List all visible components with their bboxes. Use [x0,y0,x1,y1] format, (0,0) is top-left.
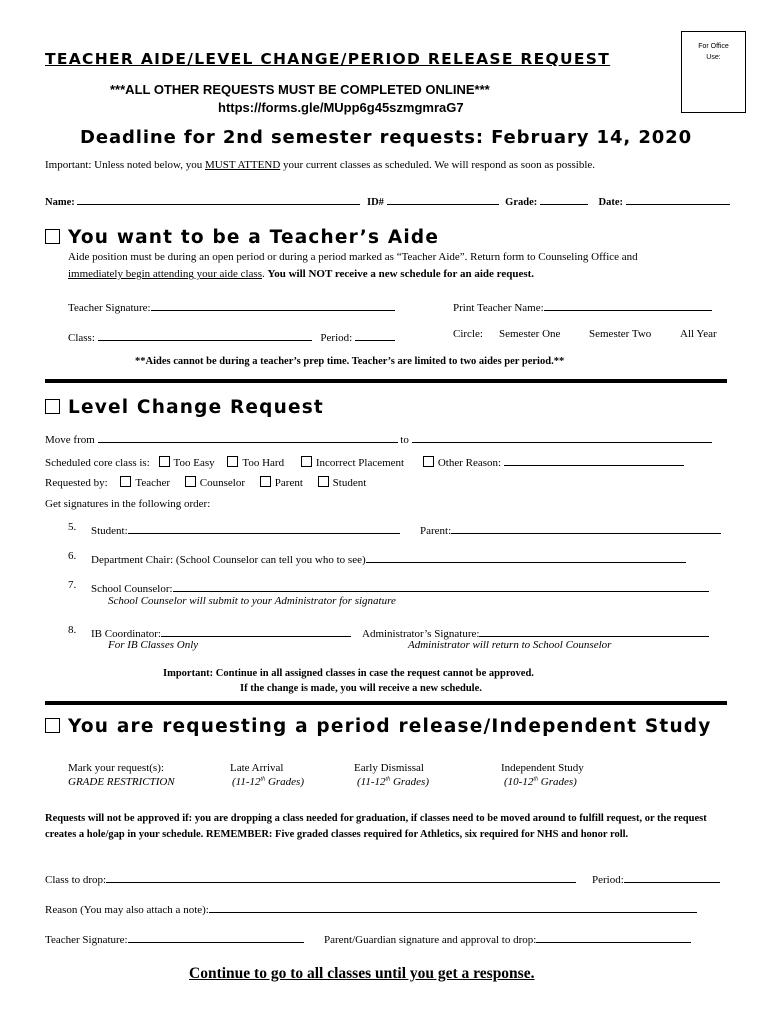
late-arrival-grades: (11-12th Grades) [232,776,304,788]
reason-row: Reason (You may also attach a note): [45,900,697,916]
administrator-signature-row: Administrator’s Signature: [362,624,709,640]
other-reason-field[interactable] [504,453,684,466]
student-signature-field[interactable] [128,521,400,534]
parent-guardian-signature-field[interactable] [536,930,691,943]
name-label: Name: [45,197,75,208]
deadline: Deadline for 2nd semester requests: February 14, 2020 [80,127,693,148]
too-hard-checkbox[interactable] [227,456,238,467]
aide-period-field[interactable] [355,328,395,341]
school-counselor-field[interactable] [173,579,709,592]
section-divider-2 [45,701,727,705]
aide-class-row: Class: Period: [68,328,395,344]
release-teacher-signature-row: Teacher Signature: [45,930,304,946]
ib-note: For IB Classes Only [108,639,199,651]
grade-field[interactable] [540,192,588,205]
step-6-number: 6. [68,550,77,562]
grade-restriction-label: GRADE RESTRICTION [68,776,175,788]
release-teacher-signature-field[interactable] [128,930,304,943]
drop-period-field[interactable] [624,870,720,883]
aide-rule-line1: Aide position must be during an open period or during a period marked as “Teacher Aide”. Return form to Counseling Office and [68,251,638,263]
office-use-box [681,31,746,113]
grade-label: Grade: [505,197,538,208]
department-chair-field[interactable] [366,550,686,563]
online-form-url[interactable]: https://forms.gle/MUpp6g45szmgmraG7 [218,100,464,115]
level-important-2: If the change is made, you will receive a new schedule. [240,683,482,694]
department-chair-row: Department Chair: (School Counselor can tell you who to see) [91,550,686,566]
late-arrival-option[interactable]: Late Arrival [230,762,284,774]
office-use-label: For Office Use: [698,43,729,61]
teacher-signature-row: Teacher Signature: [68,298,395,314]
release-checkbox[interactable] [45,718,60,733]
all-year-option[interactable]: All Year [680,328,717,340]
student-signature-row: Student: [91,521,400,537]
parent-signature-row: Parent: [420,521,721,537]
id-field[interactable] [387,192,499,205]
level-important-1: Important: Continue in all assigned classes in case the request cannot be approved. [163,668,534,679]
signatures-order: Get signatures in the following order: [45,498,211,510]
circle-label: Circle: [453,328,483,340]
incorrect-placement-checkbox[interactable] [301,456,312,467]
too-easy-checkbox[interactable] [159,456,170,467]
class-to-drop-row: Class to drop: [45,870,576,886]
other-reason-checkbox[interactable] [423,456,434,467]
teacher-signature-field[interactable] [151,298,395,311]
move-from-row: Move from to [45,430,712,446]
requested-student-checkbox[interactable] [318,476,329,487]
requested-counselor-checkbox[interactable] [185,476,196,487]
counselor-note: School Counselor will submit to your Administrator for signature [108,595,396,607]
info-row [45,192,730,208]
move-from-field[interactable] [98,430,398,443]
release-warning: Requests will not be approved if: you are dropping a class needed for graduation, if classes need to be moved around to fulfill request, or the request creates a hole/gap in your schedule. REMEMBER: Five graded classes required for Athletics, six required for NHS and honor roll. [45,813,707,840]
id-label: ID# [367,197,384,208]
early-dismissal-option[interactable]: Early Dismissal [354,762,424,774]
independent-study-grades: (10-12th Grades) [504,776,577,788]
step-5-number: 5. [68,521,77,533]
aide-checkbox[interactable] [45,229,60,244]
name-field[interactable] [77,192,360,205]
release-section-title: You are requesting a period release/Independent Study [45,716,712,737]
print-teacher-name-field[interactable] [544,298,712,311]
independent-study-option[interactable]: Independent Study [501,762,584,774]
ib-coordinator-row: IB Coordinator: [91,624,351,640]
mark-request-label: Mark your request(s): [68,762,164,774]
footer-continue: Continue to go to all classes until you get a response. [189,965,535,982]
important-note: Important: Unless noted below, you MUST ATTEND your current classes as scheduled. We will respond as soon as possible. [45,159,596,171]
administrator-signature-field[interactable] [479,624,709,637]
school-counselor-row: School Counselor: [91,579,709,595]
semester-two-option[interactable]: Semester Two [589,328,652,340]
aide-rule-line2: immediately begin attending your aide class. You will NOT receive a new schedule for an aide request. [68,268,535,280]
aide-section-title: You want to be a Teacher’s Aide [45,227,439,248]
level-checkbox[interactable] [45,399,60,414]
early-dismissal-grades: (11-12th Grades) [357,776,429,788]
aide-class-field[interactable] [98,328,312,341]
reason-field[interactable] [209,900,697,913]
level-section-title: Level Change Request [45,397,324,418]
semester-one-option[interactable]: Semester One [499,328,561,340]
section-divider-1 [45,379,727,383]
drop-period-row: Period: [592,870,720,886]
class-to-drop-field[interactable] [106,870,576,883]
print-teacher-name-row: Print Teacher Name: [453,298,712,314]
date-field[interactable] [626,192,730,205]
aide-note: **Aides cannot be during a teacher’s prep time. Teacher’s are limited to two aides per period.** [135,356,565,367]
parent-signature-field[interactable] [451,521,721,534]
ib-coordinator-field[interactable] [161,624,351,637]
date-label: Date: [598,197,623,208]
step-7-number: 7. [68,579,77,591]
requested-parent-checkbox[interactable] [260,476,271,487]
step-8-number: 8. [68,624,77,636]
requested-teacher-checkbox[interactable] [120,476,131,487]
requested-by-row: Requested by: Teacher Counselor Parent Student [45,477,367,489]
move-to-field[interactable] [412,430,712,443]
parent-guardian-signature-row: Parent/Guardian signature and approval to drop: [324,930,691,946]
administrator-note: Administrator will return to School Counselor [408,639,612,651]
core-class-row: Scheduled core class is: Too Easy Too Hard Incorrect Placement Other Reason: [45,453,684,469]
form-title: TEACHER AIDE/LEVEL CHANGE/PERIOD RELEASE REQUEST [45,50,611,68]
online-notice: ***ALL OTHER REQUESTS MUST BE COMPLETED ONLINE*** [110,82,490,97]
